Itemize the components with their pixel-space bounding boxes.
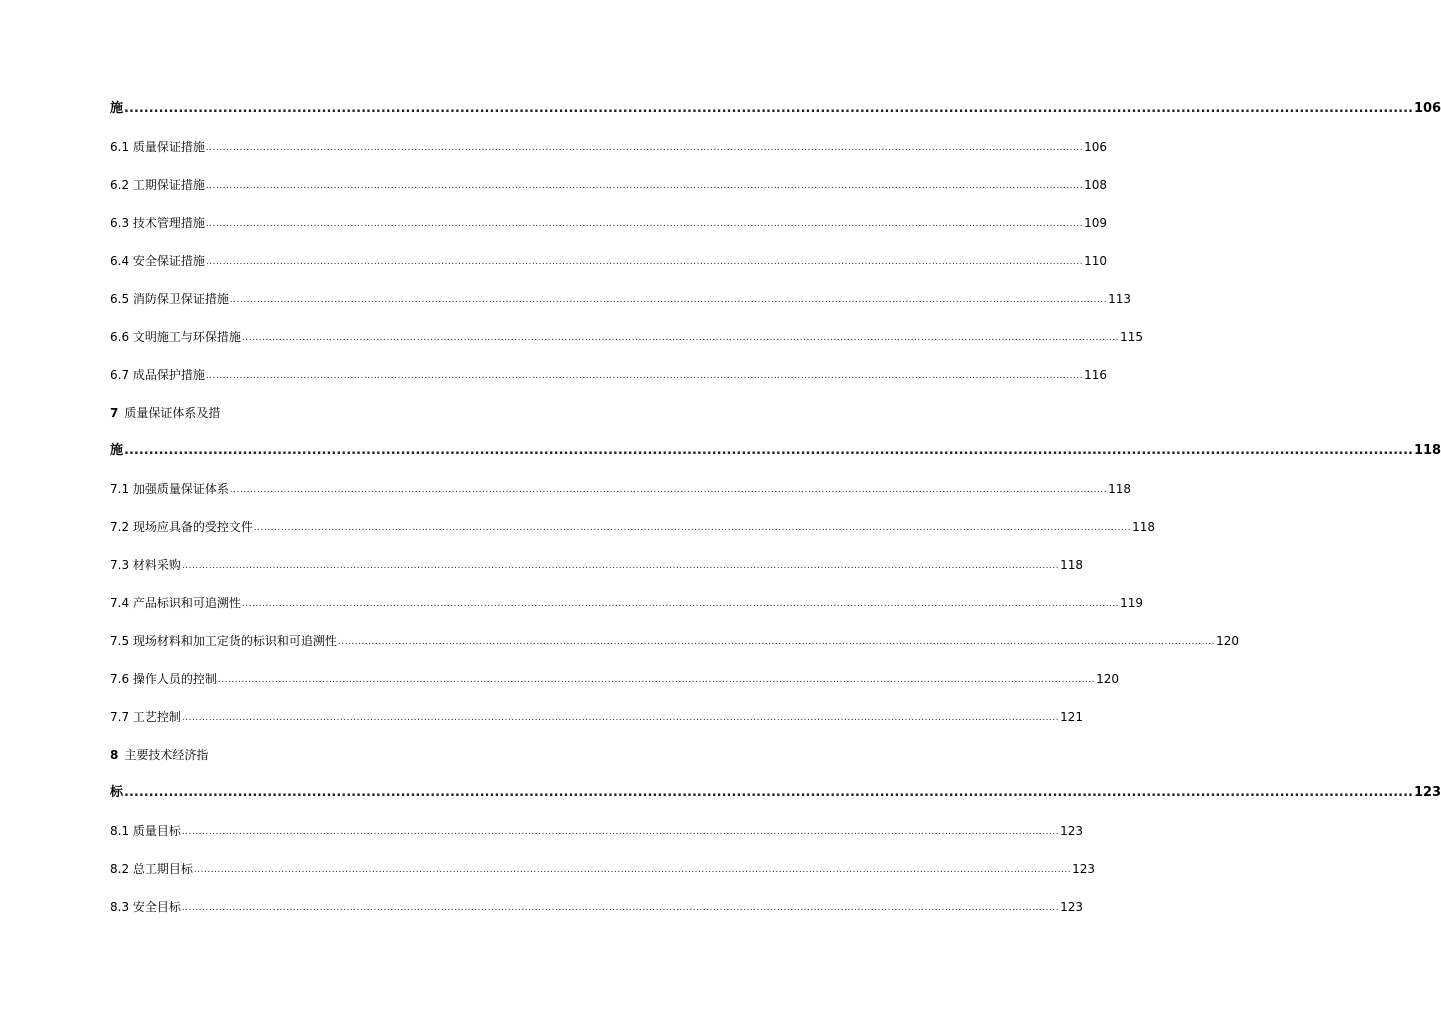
- toc-entry-page-number: 108: [1084, 178, 1107, 192]
- section-heading: [110, 405, 220, 421]
- toc-entry-label: 6.7 成品保护措施: [110, 368, 205, 382]
- dot-leader: .....................................................................................................................................................................................................................................................................: [193, 865, 1072, 875]
- dot-leader: .....................................................................................................................................................................................................................................................................: [253, 523, 1132, 533]
- toc-entry[interactable]: [110, 629, 1239, 649]
- toc-entry-label: 6.3 技术管理措施: [110, 216, 205, 230]
- toc-entry-label: 7.7 工艺控制: [110, 710, 181, 724]
- toc-entry-label: 8.1 质量目标: [110, 824, 181, 838]
- dot-leader: .....................................................................................................................................................................................................................................................................: [124, 785, 1413, 800]
- dot-leader: .....................................................................................................................................................................................................................................................................: [337, 637, 1216, 647]
- toc-entry-label: 8.3 安全目标: [110, 900, 181, 914]
- toc-entry-label: 8.2 总工期目标: [110, 862, 193, 876]
- toc-entry-page-number: 123: [1060, 824, 1083, 838]
- toc-entry[interactable]: [110, 363, 1107, 383]
- toc-entry-page-number: 123: [1072, 862, 1095, 876]
- toc-entry[interactable]: [110, 819, 1083, 839]
- dot-leader: .....................................................................................................................................................................................................................................................................: [241, 599, 1120, 609]
- dot-leader: .....................................................................................................................................................................................................................................................................: [205, 371, 1084, 381]
- toc-entry-label: 施: [110, 101, 124, 116]
- toc-entry[interactable]: [110, 287, 1131, 307]
- toc-entry-label: 标: [110, 785, 124, 800]
- toc-entry[interactable]: [110, 135, 1107, 155]
- dot-leader: .....................................................................................................................................................................................................................................................................: [181, 561, 1060, 571]
- dot-leader: .....................................................................................................................................................................................................................................................................: [205, 257, 1084, 267]
- toc-entry-page-number: 113: [1108, 292, 1131, 306]
- toc-entry[interactable]: [110, 249, 1107, 269]
- toc-entry[interactable]: [110, 895, 1083, 915]
- toc-entry-page-number: 106: [1413, 101, 1441, 116]
- toc-entry-page-number: 119: [1120, 596, 1143, 610]
- toc-entry-label: 6.4 安全保证措施: [110, 254, 205, 268]
- toc-entry-page-number: 115: [1120, 330, 1143, 344]
- toc-entry[interactable]: [110, 439, 1441, 459]
- section-heading: [110, 747, 208, 763]
- dot-leader: .....................................................................................................................................................................................................................................................................: [124, 443, 1413, 458]
- toc-entry[interactable]: [110, 553, 1083, 573]
- dot-leader: .....................................................................................................................................................................................................................................................................: [181, 903, 1060, 913]
- toc-entry-page-number: 110: [1084, 254, 1107, 268]
- toc-entry-label: 6.2 工期保证措施: [110, 178, 205, 192]
- toc-entry[interactable]: [110, 173, 1107, 193]
- dot-leader: .....................................................................................................................................................................................................................................................................: [124, 101, 1413, 116]
- toc-entry[interactable]: [110, 781, 1441, 801]
- toc-entry[interactable]: [110, 515, 1155, 535]
- toc-entry-label: 施: [110, 443, 124, 458]
- dot-leader: .....................................................................................................................................................................................................................................................................: [205, 143, 1084, 153]
- toc-entry-page-number: 118: [1413, 443, 1441, 458]
- toc-entry-page-number: 123: [1060, 900, 1083, 914]
- toc-entry-label: 6.6 文明施工与环保措施: [110, 330, 241, 344]
- toc-entry-page-number: 118: [1060, 558, 1083, 572]
- dot-leader: .....................................................................................................................................................................................................................................................................: [181, 713, 1060, 723]
- toc-entry-page-number: 118: [1108, 482, 1131, 496]
- section-number: 7: [110, 406, 119, 420]
- dot-leader: .....................................................................................................................................................................................................................................................................: [217, 675, 1096, 685]
- toc-entry-label: 7.1 加强质量保证体系: [110, 482, 229, 496]
- toc-entry[interactable]: [110, 97, 1441, 117]
- toc-entry[interactable]: [110, 211, 1107, 231]
- toc-entry[interactable]: [110, 857, 1095, 877]
- section-title: 主要技术经济指: [124, 748, 209, 762]
- toc-entry[interactable]: [110, 705, 1083, 725]
- dot-leader: .....................................................................................................................................................................................................................................................................: [229, 485, 1108, 495]
- toc-entry-label: 7.2 现场应具备的受控文件: [110, 520, 253, 534]
- toc-entry-label: 7.3 材料采购: [110, 558, 181, 572]
- toc-entry[interactable]: [110, 591, 1143, 611]
- toc-entry-page-number: 106: [1084, 140, 1107, 154]
- toc-entry-page-number: 121: [1060, 710, 1083, 724]
- toc-entry[interactable]: [110, 477, 1131, 497]
- section-number: 8: [110, 748, 119, 762]
- toc-entry[interactable]: [110, 325, 1143, 345]
- toc-entry-page-number: 118: [1132, 520, 1155, 534]
- toc-entry-label: 6.5 消防保卫保证措施: [110, 292, 229, 306]
- toc-entry-label: 6.1 质量保证措施: [110, 140, 205, 154]
- section-title: 质量保证体系及措: [124, 406, 221, 420]
- toc-entry-page-number: 109: [1084, 216, 1107, 230]
- dot-leader: .....................................................................................................................................................................................................................................................................: [241, 333, 1120, 343]
- dot-leader: .....................................................................................................................................................................................................................................................................: [229, 295, 1108, 305]
- dot-leader: .....................................................................................................................................................................................................................................................................: [205, 181, 1084, 191]
- toc-entry-label: 7.6 操作人员的控制: [110, 672, 217, 686]
- toc-entry-page-number: 120: [1096, 672, 1119, 686]
- toc-entry[interactable]: [110, 667, 1119, 687]
- toc-entry-label: 7.5 现场材料和加工定货的标识和可追溯性: [110, 634, 337, 648]
- toc-entry-page-number: 116: [1084, 368, 1107, 382]
- toc-entry-label: 7.4 产品标识和可追溯性: [110, 596, 241, 610]
- toc-entry-page-number: 120: [1216, 634, 1239, 648]
- dot-leader: .....................................................................................................................................................................................................................................................................: [205, 219, 1084, 229]
- toc-entry-page-number: 123: [1413, 785, 1441, 800]
- dot-leader: .....................................................................................................................................................................................................................................................................: [181, 827, 1060, 837]
